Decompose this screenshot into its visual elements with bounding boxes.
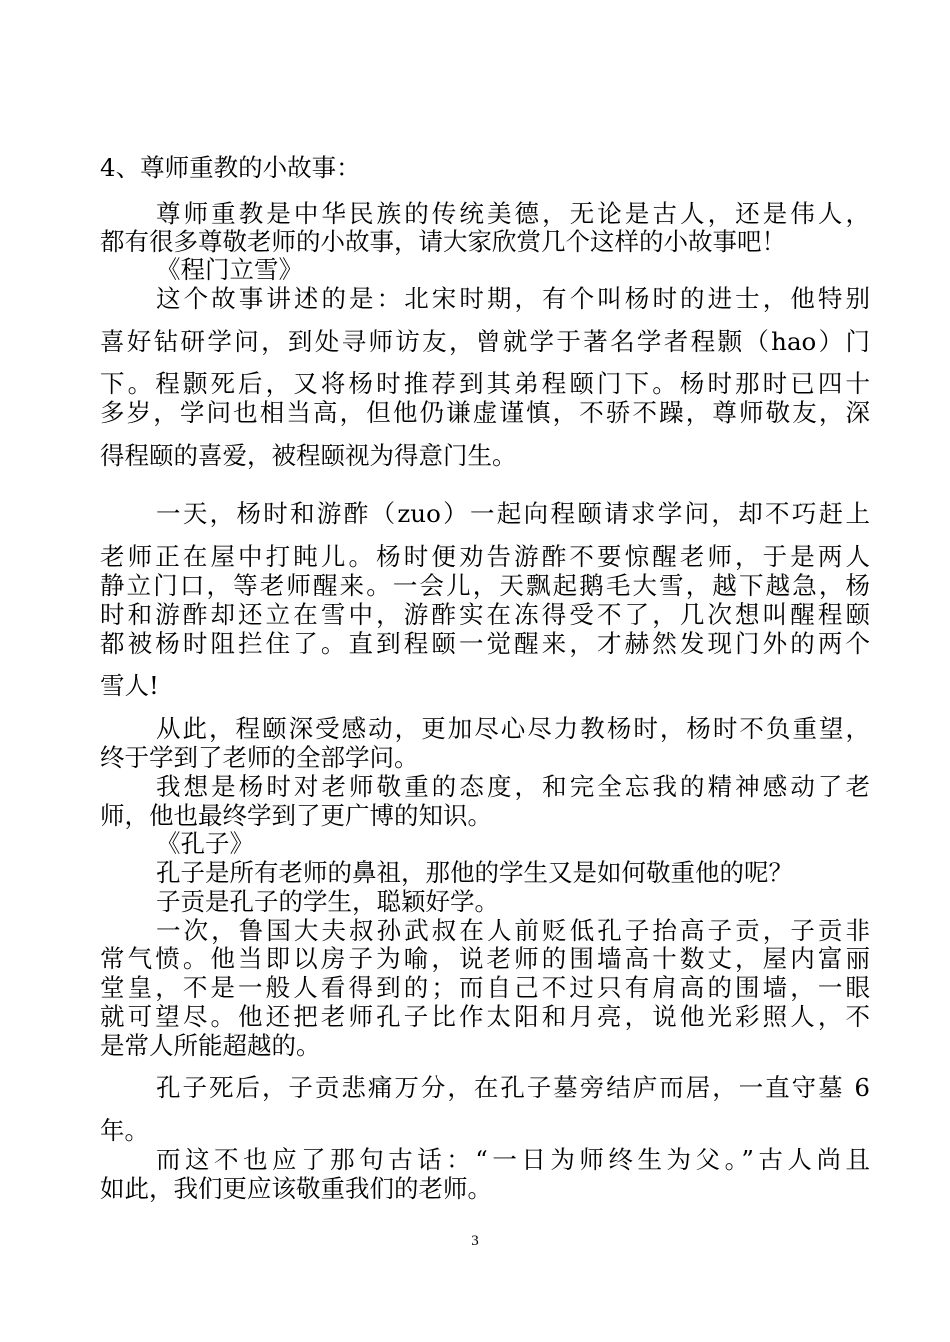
paragraph-line: 终于学到了老师的全部学问。 — [100, 743, 419, 772]
story-title-kongzi: 《孔子》 — [156, 829, 254, 858]
story-title-chengmen: 《程门立雪》 — [156, 255, 303, 284]
paragraph-line: 孔子死后，子贡悲痛万分，在孔子墓旁结庐而居，一直守墓 6 — [156, 1073, 870, 1102]
paragraph-line: 而这不也应了那句古话：“一日为师终生为父。”古人尚且 — [156, 1145, 870, 1174]
paragraph-line: 喜好钻研学问，到处寻师访友，曾就学于著名学者程颢（hao）门 — [100, 327, 870, 356]
paragraph-line: 这个故事讲述的是：北宋时期，有个叫杨时的进士，他特别 — [156, 284, 870, 313]
paragraph-line: 师，他也最终学到了更广博的知识。 — [100, 801, 492, 830]
paragraph-line: 从此，程颐深受感动，更加尽心尽力教杨时，杨时不负重望， — [156, 714, 870, 743]
paragraph-line: 时和游酢却还立在雪中，游酢实在冻得受不了，几次想叫醒程颐 — [100, 600, 870, 629]
paragraph-line: 就可望尽。他还把老师孔子比作太阳和月亮，说他光彩照人，不 — [100, 1002, 870, 1031]
paragraph-line: 下。程颢死后，又将杨时推荐到其弟程颐门下。杨时那时已四十 — [100, 369, 870, 398]
paragraph-line: 孔子是所有老师的鼻祖，那他的学生又是如何敬重他的呢？ — [156, 858, 793, 887]
paragraph-line: 雪人! — [100, 671, 159, 700]
paragraph-line: 一次，鲁国大夫叔孙武叔在人前贬低孔子抬高子贡，子贡非 — [156, 916, 870, 945]
paragraph-line: 年。 — [100, 1116, 149, 1145]
paragraph-line: 得程颐的喜爱，被程颐视为得意门生。 — [100, 441, 517, 470]
paragraph-line: 子贡是孔子的学生，聪颖好学。 — [156, 887, 499, 916]
paragraph-line: 都被杨时阻拦住了。直到程颐一觉醒来，才赫然发现门外的两个 — [100, 629, 870, 658]
paragraph-line: 多岁，学问也相当高，但他仍谦虚谨慎，不骄不躁，尊师敬友，深 — [100, 398, 870, 427]
page-number: 3 — [471, 1233, 479, 1249]
paragraph-line: 老师正在屋中打盹儿。杨时便劝告游酢不要惊醒老师，于是两人 — [100, 542, 870, 571]
paragraph-line: 堂皇，不是一般人看得到的；而自己不过只有肩高的围墙，一眼 — [100, 973, 870, 1002]
paragraph-line: 一天，杨时和游酢（zuo）一起向程颐请求学问，却不巧赶上 — [156, 499, 870, 528]
paragraph-line: 都有很多尊敬老师的小故事，请大家欣赏几个这样的小故事吧！ — [100, 227, 786, 256]
paragraph-line: 如此，我们更应该敬重我们的老师。 — [100, 1174, 492, 1203]
paragraph-line: 常气愤。他当即以房子为喻，说老师的围墙高十数丈，屋内富丽 — [100, 944, 870, 973]
paragraph-line: 是常人所能超越的。 — [100, 1031, 321, 1060]
paragraph-line: 尊师重教是中华民族的传统美德，无论是古人，还是伟人， — [156, 199, 870, 228]
paragraph-line: 静立门口，等老师醒来。一会儿，天飘起鹅毛大雪，越下越急，杨 — [100, 571, 870, 600]
section-heading: 4、尊师重教的小故事： — [100, 153, 361, 182]
paragraph-line: 我想是杨时对老师敬重的态度，和完全忘我的精神感动了老 — [156, 772, 870, 801]
